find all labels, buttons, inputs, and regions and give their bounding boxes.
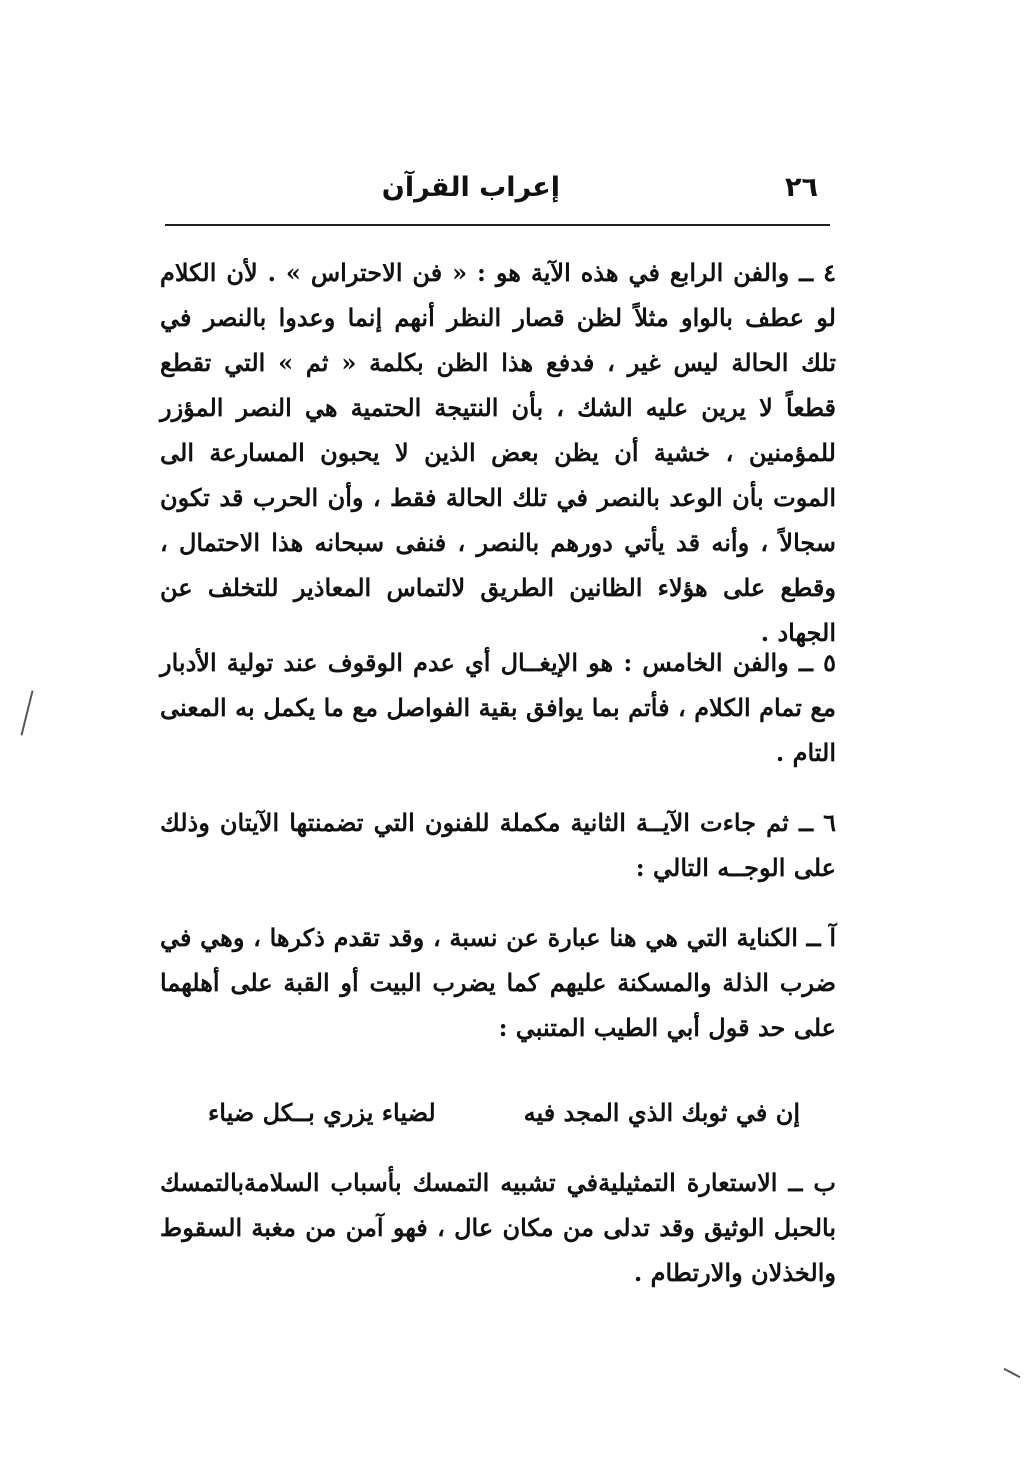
header-rule bbox=[165, 224, 830, 226]
poetry-verse bbox=[160, 1090, 836, 1130]
running-title: إعراب القرآن bbox=[381, 172, 560, 203]
scan-mark-right bbox=[1004, 1368, 1021, 1378]
paragraph-a-kinaya: آ ــ الكناية التي هي هنا عبارة عن نسبة ، وقد تقدم ذكرها ، وهي في ضرب الذلة والمسكنة عليهم كما يضرب البيت أو القبة على أهلهما على حد قول أبي الطيب المتنبي : bbox=[160, 923, 836, 1042]
scan-mark-left bbox=[20, 690, 33, 735]
paragraph-b-istiara: ب ــ الاستعارة التمثيليةفي تشبيه التمسك بأسباب السلامةبالتمسك بالحبل الوثيق وقد تدلى من مكان عال ، فهو آمن من مغبة السقوط والخذلان والارتطام . bbox=[160, 1168, 836, 1287]
page-header bbox=[160, 172, 832, 212]
verse-first-hemistich: إن في ثوبك الذي المجد فيه bbox=[523, 1098, 800, 1127]
page-number: ٢٦ bbox=[785, 172, 818, 203]
paragraph-4-ihtiras: ٤ ــ والفن الرابع في هذه الآية هو : « فن الاحتراس » . لأن الكلام لو عطف بالواو مثلاً لظن قصار النظر أنهم إنما وعدوا بالنصر في تلك الحالة ليس غير ، فدفع هذا الظن بكلمة « ثم » التي تقطع قطعاً لا يرين عليه الشك ، بأن النتيجة الحتمية هي النصر المؤزر للمؤمنين ، خشية أن يظن بعض الذين لا يحبون المسارعة الى الموت بأن الوعد بالنصر في تلك الحالة فقط ، وأن الحرب قد تكون سجالاً ، وأنه قد يأتي دورهم بالنصر ، فنفى سبحانه هذا الاحتمال ، وقطع على هؤلاء الظانين الطريق لالتماس المعاذير للتخلف عن الجهاد . bbox=[160, 258, 836, 647]
paragraph-6-intro: ٦ ــ ثم جاءت الآيــة الثانية مكملة للفنون التي تضمنتها الآيتان وذلك على الوجــه التالي : bbox=[160, 808, 836, 882]
paragraph-5-ighal: ٥ ــ والفن الخامس : هو الإيغــال أي عدم الوقوف عند تولية الأدبار مع تمام الكلام ، فأتم بما يوافق بقية الفواصل مع ما يكمل به المعنى التام . bbox=[160, 648, 836, 767]
verse-second-hemistich: لضياء يزري بــكل ضياء bbox=[208, 1098, 436, 1127]
